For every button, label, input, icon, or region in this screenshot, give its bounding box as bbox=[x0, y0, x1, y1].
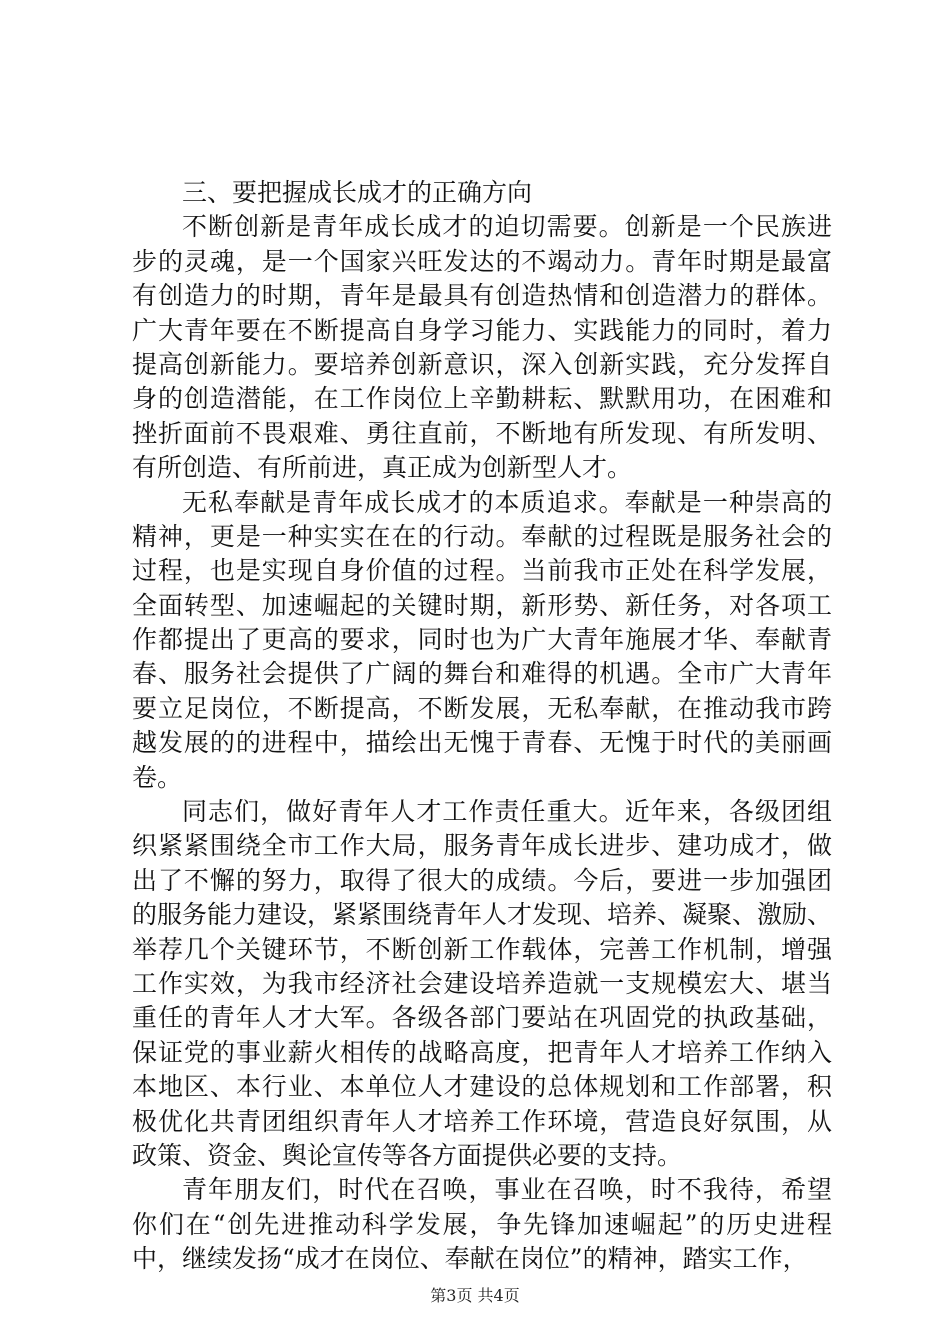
heading-section-3 bbox=[132, 176, 832, 210]
document-body bbox=[132, 176, 832, 1277]
text-line: 保证党的事业薪火相传的战略高度，把青年人才培养工作纳入 bbox=[132, 1037, 832, 1067]
text-line: 作都提出了更高的要求，同时也为广大青年施展才华、奉献青 bbox=[132, 625, 832, 655]
text-line: 春、服务社会提供了广阔的舞台和难得的机遇。全市广大青年 bbox=[132, 659, 832, 689]
text-line: 三、要把握成长成才的正确方向 bbox=[182, 178, 533, 207]
paragraph-innovation bbox=[132, 210, 832, 485]
text-line: 织紧紧围绕全市工作大局，服务青年成长进步、建功成才，做 bbox=[132, 831, 832, 861]
paragraph-dedication bbox=[132, 486, 832, 796]
paragraph-comrades bbox=[132, 795, 832, 1173]
text-line: 有创造力的时期，青年是最具有创造热情和创造潜力的群体。 bbox=[132, 281, 832, 311]
text-line: 极优化共青团组织青年人才培养工作环境，营造良好氛围，从 bbox=[132, 1106, 832, 1136]
text-line: 不断创新是青年成长成才的迫切需要。创新是一个民族进 bbox=[182, 212, 832, 242]
text-line: 的服务能力建设，紧紧围绕青年人才发现、培养、凝聚、激励、 bbox=[132, 900, 833, 930]
text-line: 你们在“创先进推动科学发展，争先锋加速崛起”的历史进程 bbox=[132, 1209, 832, 1239]
text-line: 全面转型、加速崛起的关键时期，新形势、新任务，对各项工 bbox=[132, 590, 832, 620]
text-line: 中，继续发扬“成才在岗位、奉献在岗位”的精神，踏实工作， bbox=[132, 1244, 808, 1274]
text-line: 本地区、本行业、本单位人才建设的总体规划和工作部署，积 bbox=[132, 1072, 832, 1102]
text-line: 步的灵魂，是一个国家兴旺发达的不竭动力。青年时期是最富 bbox=[132, 246, 832, 276]
text-line: 过程，也是实现自身价值的过程。当前我市正处在科学发展， bbox=[132, 556, 832, 586]
text-line: 政策、资金、舆论宣传等各方面提供必要的支持。 bbox=[132, 1140, 683, 1170]
text-line: 青年朋友们，时代在召唤，事业在召唤，时不我待，希望 bbox=[182, 1175, 832, 1205]
text-line: 工作实效，为我市经济社会建设培养造就一支规模宏大、堪当 bbox=[132, 968, 832, 998]
text-line: 出了不懈的努力，取得了很大的成绩。今后，要进一步加强团 bbox=[132, 865, 832, 895]
text-line: 挫折面前不畏艰难、勇往直前，不断地有所发现、有所发明、 bbox=[132, 418, 832, 448]
text-line: 越发展的的进程中，描绘出无愧于青春、无愧于时代的美丽画 bbox=[132, 728, 832, 758]
text-line: 举荐几个关键环节，不断创新工作载体，完善工作机制，增强 bbox=[132, 934, 832, 964]
text-line: 精神，更是一种实实在在的行动。奉献的过程既是服务社会的 bbox=[132, 521, 832, 551]
text-line: 无私奉献是青年成长成才的本质追求。奉献是一种崇高的 bbox=[182, 487, 832, 517]
text-line: 有所创造、有所前进，真正成为创新型人才。 bbox=[132, 453, 633, 483]
text-line: 卷。 bbox=[132, 762, 183, 792]
text-line: 重任的青年人才大军。各级各部门要站在巩固党的执政基础， bbox=[132, 1003, 832, 1033]
paragraph-young-friends bbox=[132, 1173, 832, 1276]
text-line: 提高创新能力。要培养创新意识，深入创新实践，充分发挥自 bbox=[132, 349, 832, 379]
text-line: 同志们，做好青年人才工作责任重大。近年来，各级团组 bbox=[182, 797, 832, 827]
text-line: 广大青年要在不断提高自身学习能力、实践能力的同时，着力 bbox=[132, 315, 832, 345]
page-footer: 第3页 共4页 bbox=[430, 1286, 520, 1305]
text-line: 身的创造潜能，在工作岗位上辛勤耕耘、默默用功，在困难和 bbox=[132, 384, 832, 414]
text-line: 要立足岗位，不断提高，不断发展，无私奉献，在推动我市跨 bbox=[132, 693, 832, 723]
